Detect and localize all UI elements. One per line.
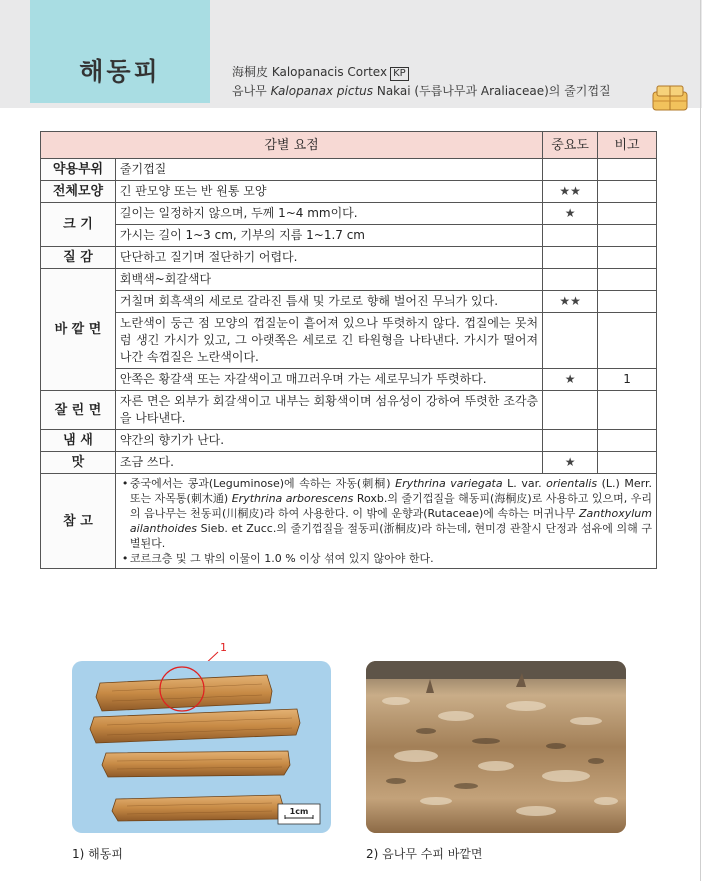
- bark-strips-image: [72, 661, 331, 833]
- herb-name: 海桐皮 Kalopanacis Cortex: [232, 65, 388, 79]
- row-label-cut: 잘 린 면: [41, 391, 116, 430]
- size-text-1: 길이는 일정하지 않으며, 두께 1~4 mm이다.: [115, 203, 542, 225]
- scale-label: 1cm: [289, 807, 309, 816]
- surface-text-4: 안쪽은 황갈색 또는 자갈색이고 매끄러우며 가는 세로무늬가 뚜렷하다.: [115, 369, 542, 391]
- row-label-shape: 전체모양: [41, 181, 116, 203]
- header-importance: 중요도: [543, 132, 598, 159]
- caption-1: 1) 해동피: [72, 847, 123, 861]
- identification-table: [40, 131, 657, 569]
- reference-note-1: • 중국에서는 콩과(Leguminose)에 속하는 자동(刺桐) Erythrina variegata L. var. orientalis (L.) Merr. 또는 자목통(刺木通) Erythrina arborescens Roxb.의 줄기껍질을 해동피(海桐皮)로 사용하고 있으며, 우리의 음나무는 천동피(川桐皮)라 하여 사용한다. 이 밖에 운향과(Rutaceae)에 속하는 머귀나무 Zanthoxylum ailanthoides Sieb. et Zucc.의 줄기껍질을 절동피(浙桐皮)라 하는데, 현미경 관찰시 단정과 섬유에 의해 구별된다.: [130, 476, 652, 551]
- row-label-part: 약용부위: [41, 159, 116, 181]
- cut-text: 자른 면은 외부가 회갈색이고 내부는 회황색이며 섬유성이 강하여 뚜렷한 조각층을 나타낸다.: [115, 391, 542, 430]
- reference-note-2: • 코르크층 및 그 밖의 이물이 1.0 % 이상 섞여 있지 않아야 한다.: [130, 551, 652, 566]
- surface-importance-2: ★★: [543, 291, 598, 313]
- herb-bundle-icon: [650, 82, 690, 114]
- page-edge: [700, 0, 701, 881]
- surface-remark-4: 1: [598, 369, 657, 391]
- photo-bark-surface: [366, 661, 626, 833]
- taste-importance: ★: [543, 452, 598, 474]
- page-title: 해동피: [79, 57, 161, 86]
- shape-importance: ★★: [543, 181, 598, 203]
- herb-name-line: [232, 63, 409, 81]
- texture-text: 단단하고 질기며 절단하기 어렵다.: [115, 247, 542, 269]
- caption-2: 2) 음나무 수피 바깥면: [366, 847, 483, 861]
- smell-text: 약간의 향기가 난다.: [115, 430, 542, 452]
- row-label-taste: 맛: [41, 452, 116, 474]
- header-points: 감별 요점: [41, 132, 543, 159]
- part-text: 줄기껍질: [115, 159, 542, 181]
- surface-text-2: 거칠며 회흑색의 세로로 갈라진 틈새 및 가로로 향해 벌어진 무늬가 있다.: [115, 291, 542, 313]
- size-importance: ★: [543, 203, 598, 225]
- row-label-size: 크 기: [41, 203, 116, 247]
- kp-badge: KP: [390, 67, 409, 81]
- bark-surface-image: [366, 661, 626, 833]
- row-label-smell: 냄 새: [41, 430, 116, 452]
- row-label-texture: 질 감: [41, 247, 116, 269]
- row-label-surface: 바 깥 면: [41, 269, 116, 391]
- plant-species: Kalopanax pictus: [270, 84, 374, 98]
- row-label-reference: 참 고: [41, 474, 116, 569]
- shape-text: 긴 판모양 또는 반 원통 모양: [115, 181, 542, 203]
- reference-notes: [115, 474, 656, 569]
- photo-haedongpi: [72, 661, 331, 833]
- surface-importance-4: ★: [543, 369, 598, 391]
- size-text-2: 가시는 길이 1~3 cm, 기부의 지름 1~1.7 cm: [115, 225, 542, 247]
- plant-korean-name: 음나무: [232, 84, 271, 98]
- callout-number: 1: [220, 641, 227, 654]
- source-plant-line: [232, 82, 611, 99]
- header-remarks: 비고: [598, 132, 657, 159]
- plant-family: Nakai (두릅나무과 Araliaceae)의 줄기껍질: [373, 84, 611, 98]
- taste-text: 조금 쓰다.: [115, 452, 542, 474]
- surface-text-3: 노란색이 둥근 점 모양의 껍질눈이 흩어져 있으나 뚜렷하지 않다. 껍질에는 못처럼 생긴 가시가 있고, 그 아랫쪽은 세로로 긴 타원형을 나타낸다. 가시가 떨어져 나간 속껍질은 노란색이다.: [115, 313, 542, 369]
- surface-text-1: 회백색~회갈색다: [115, 269, 542, 291]
